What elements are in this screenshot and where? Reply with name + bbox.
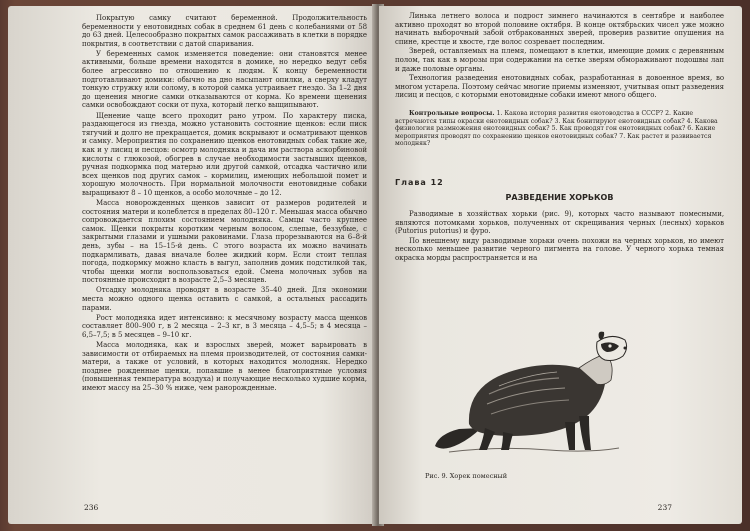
chapter-label: Глава 12 [395,177,444,187]
paragraph: Технология разведения енотовидных собак, разработанная в довоенное время, во многом устарела. Поэтому сейчас многие приемы изменяют, учитывая опыт разведения лисиц и песцов, с которыми енотовидные собаки имеют много общего. [395,74,724,100]
page-number: 237 [657,503,672,512]
control-questions [395,110,724,148]
right-page [379,6,742,524]
questions-label: Контрольные вопросы. [409,109,495,117]
paragraph: Масса молодняка, как и взрослых зверей, может варьировать в зависимости от отбираемых на племя производителей, от состояния самки-матери, а также от условий, в которых находится молодняк. Нередко позднее рожденные щенки, попавшие в менее благоприятные условия (повышенная температура воздуха) и получающие несколько худшие корма, имеют массу на 25–30 % ниже, чем ранорожденные. [82,340,367,392]
paragraph: Зверей, оставляемых на племя, помещают в клетки, имеющие домик с деревянным полом, так как в морозы при содержании на сетке зверям обмораживают подошвы лап и даже половые органы. [395,47,724,73]
paragraph: Отсадку молодняка проводят в возрасте 35–40 дней. Для экономии места можно одного щенка оставить с самкой, а остальных рассадить парами. [82,286,367,312]
ferret-illustration [429,324,629,464]
paragraph: Рост молодняка идет интенсивно: к месячному возрасту масса щенков составляет 800–900 г, в 2 месяца – 2–3 кг, в 3 месяца – 4,5–5; в 4 месяца – 6,5–7,5; в 5 месяцев – 9–10 кг. [82,313,367,339]
paragraph: Разводимые в хозяйствах хорьки (рис. 9), которых часто называют помесными, являются потомками хорьков, полученных от скрещивания черных (лесных) хорьков (Putorius putorius) и фуро. [395,209,724,236]
page-number: 236 [84,503,99,512]
paragraph: Покрытую самку считают беременной. Продолжительность беременности у енотовидных собак в среднем 61 день с колебаниями от 58 до 63 дней. Целесообразно покрытых самок рассаживать в клетки в порядке покрытия, в соответствии с датой спаривания. [82,14,367,48]
paragraph: Масса новорожденных щенков зависит от размеров родителей и состояния матери и колеблется в пределах 80–120 г. Меньшая масса обычно сопровождается плохим состоянием молодняка. Самцы часто крупнее самок. Щенки покрыты коротким черным волосом, слепые, беззубые, с закрытыми глазами и ушными раковинами. Глаза прорезываются на 6–8-й день, зубы – на 15–15-й день. С этого возраста их можно начинать подкармливать, давая вначале более жидкий корм. Если стоит теплая погода, подкормку можно класть в выгул, заполнив домик подстилкой так, чтобы щенки могли воспользоваться едой. Смена молочных зубов на постоянные происходит в возрасте 2,5–3 месяцев. [82,198,367,285]
figure-caption: Рис. 9. Хорек помесный [425,472,508,480]
paragraph: По внешнему виду разводимые хорьки очень похожи на черных хорьков, но имеют несколько меньшее развитие черного пигмента на голове. У черного хорька темная окраска морды распространяется и на [395,236,724,262]
section-title: РАЗВЕДЕНИЕ ХОРЬКОВ [505,192,614,202]
paragraph: Линька летнего волоса и подрост зимнего начинаются в сентябре и наиболее активно проходят во второй половине октября. В конце октябрьских чисел уже можно начинать выборочный забой отбракованных зверей, проверив развитие опушения на спине, крестце и хвосте, где волос созревает последним. [395,12,724,46]
paragraph: У беременных самок изменяется поведение: они становятся менее активными, больше времени находятся в домике, но нередко ведут себя более агрессивно по отношению к людям. К концу беременности подготавливают домики: обычно на дно насыпают опилки, а сверху кладут тонкую стружку или солому, в которой самка устраивает гнездо. За 1–2 дня до щенения многие самки отказываются от корма. Ко времени щенения самки освобождают соски от пуха, который легко выщипывают. [82,49,367,110]
paragraph: Щенение чаще всего проходит рано утром. По характеру писка, раздающегося из гнезда, можно установить состояние щенков: если писк тягучий и долго не прекращается, домик вскрывают и осматривают щенков и самку. Мероприятия по сохранению щенков енотовидных собак такие же, как и у лисиц и песцов: осмотр молодняка и дача им раствора аскорбиновой кислоты с глюкозой, обогрев в случае необходимости застывших щенков, ручная подкормка под матерью или другой самкой, отсадка частично или всех щенков под других самок – кормилиц, имеющих небольшой помет и хорошую молочность. При нормальной молочности енотовидные собаки выращивают 8 – 10 щенков, а особо молочные – до 12. [82,111,367,197]
questions-text: 1. Какова история развития енотоводства в СССР? 2. Какие встречаются типы окраски енотовидных собак? 3. Как бонитируют енотовидных собак? 4. Какова физиология размножения енотовидных собак? 5. Как проводят гон енотовидных собак? 6. Какие мероприятия проводят по сохранению щенков енотовидных собак? 7. Как растет и развивается молодняк? [395,109,718,148]
left-page [8,6,377,524]
